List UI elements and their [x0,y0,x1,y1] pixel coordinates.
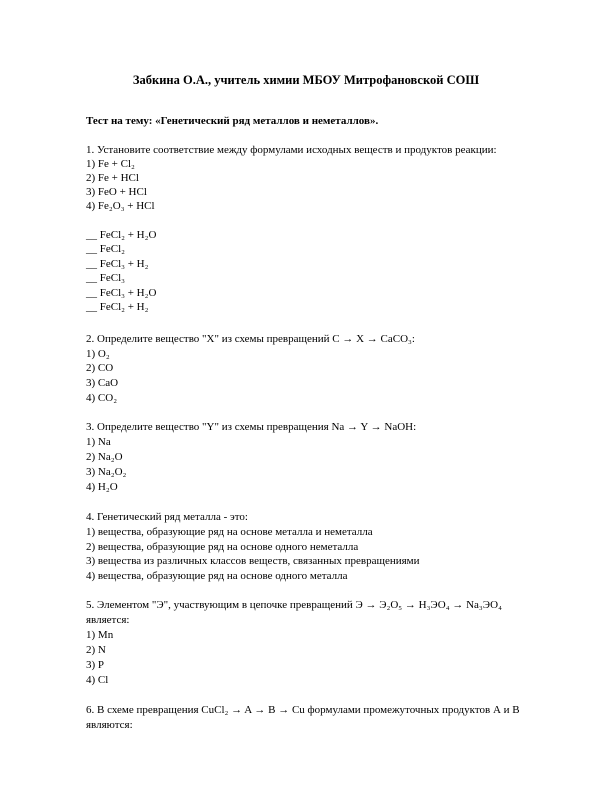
q3-option: 4) H₂O [86,481,118,493]
q1-option: 3) FeO + HCl [86,186,147,198]
q3-option: 3) Na₂O₂ [86,466,127,478]
q6-prompt-cont: являются: [86,719,133,731]
q1-product: __ FeCl₃ [86,272,125,284]
q1-option: 4) Fe₂O₃ + HCl [86,200,155,212]
q4-option: 1) вещества, образующие ряд на основе металла и неметалла [86,526,373,538]
q5-prompt: 5. Элементом "Э", участвующим в цепочке превращений Э → Э₂О₅ → Н₃ЭО₄ → Na₃ЭО₄ [86,599,502,611]
q3-option: 1) Na [86,436,111,448]
q1-product: __ FeCl₃ + H₂O [86,287,157,299]
q4-prompt: 4. Генетический ряд металла - это: [86,511,248,523]
q1-product: __ FeCl₂ [86,243,125,255]
q1-option: 2) Fe + HCl [86,172,139,184]
q4-option: 3) вещества из различных классов веществ, связанных превращениями [86,555,420,567]
q2-option: 1) O₂ [86,348,110,360]
q6-prompt: 6. В схеме превращения CuCl₂ → A → B → Cu формулами промежуточных продуктов А и В [86,704,520,716]
q1-product: __ FeCl₃ + H₂ [86,258,149,270]
q5-option: 3) P [86,659,105,671]
q3-prompt: 3. Определите вещество "Y" из схемы превращения Na → Y → NaOH: [86,421,417,433]
q2-option: 2) CO [86,362,114,374]
q5-prompt-cont: является: [86,614,130,626]
q4-option: 2) вещества, образующие ряд на основе одного неметалла [86,541,359,553]
q5-option: 4) Cl [86,674,109,686]
q1-product: __ FeCl₂ + H₂ [86,301,149,313]
q1-option: 1) Fe + Cl₂ [86,158,135,170]
test-title: Тест на тему: «Генетический ряд металлов и неметаллов». [86,115,379,127]
q4-option: 4) вещества, образующие ряд на основе одного металла [86,570,348,582]
q5-option: 2) N [86,644,106,656]
q1-product: __ FeCl₂ + H₂O [86,229,157,241]
q3-option: 2) Na₂O [86,451,123,463]
q2-option: 4) CO₂ [86,392,118,404]
page-header: Забкина О.А., учитель химии МБОУ Митрофановской СОШ [132,73,480,87]
q2-prompt: 2. Определите вещество "X" из схемы превращений C → X → CaCO₃: [86,333,415,345]
q5-option: 1) Mn [86,629,114,641]
q2-option: 3) CaO [86,377,119,389]
q1-prompt: 1. Установите соответствие между формулами исходных веществ и продуктов реакции: [86,144,497,156]
